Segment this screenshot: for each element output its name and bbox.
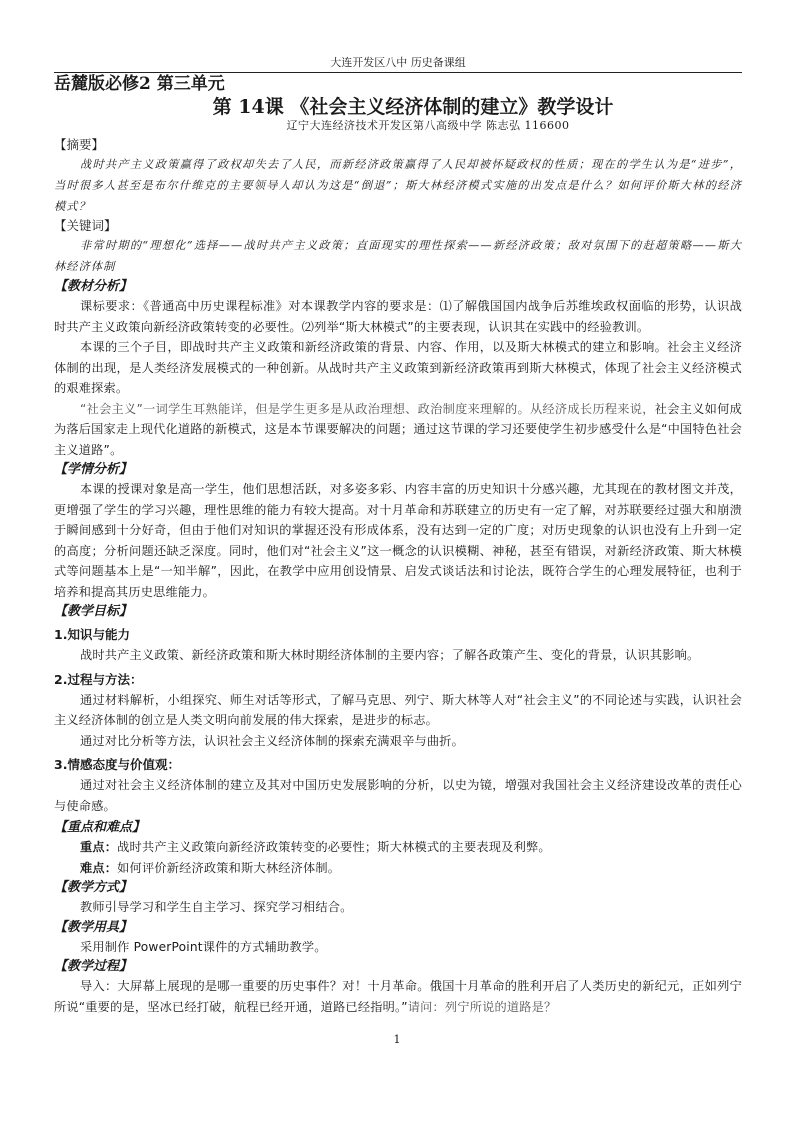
textbook-paragraph-3-lead: “社会主义”一词学生耳熟能详，但是学生更多是从政治理想、政治制度来理解的。从经济成长历程来说，	[80, 401, 655, 416]
difficulty-line	[54, 858, 742, 879]
teaching-tools-text: 采用制作 PowerPoint课件的方式辅助教学。	[80, 939, 327, 954]
goal-knowledge-heading: 1.知识与能力	[54, 627, 130, 642]
goal-process-text-1: 通过材料解析，小组探究、师生对话等形式，了解马克思、列宁、斯大林等人对“社会主义”的不同论述与实践，认识社会主义经济体制的创立是人类文明向前发展的伟大探索，是进步的标志。	[54, 692, 742, 727]
textbook-paragraph-1	[54, 296, 742, 337]
intro-text: 大屏幕上展现的是哪一重要的历史事件？对！十月革命。俄国十月革命的胜利开启了人类历史的新纪元，正如列宁所说“重要的是，坚冰已经打破，航程已经开通，道路已经指明。”	[54, 979, 742, 1014]
intro-question: 请问：列宁所说的道路是？	[407, 999, 557, 1014]
difficulty-text: 如何评价新经济政策和斯大林经济体制。	[117, 860, 341, 875]
document-body	[54, 73, 742, 1017]
teaching-method-heading: 【教学方式】	[54, 880, 133, 895]
difficulty-label: 难点：	[80, 860, 118, 875]
key-point-label: 重点：	[80, 840, 118, 854]
intro-label: 导入：	[80, 979, 118, 993]
student-analysis-text: 本课的授课对象是高一学生，他们思想活跃，对多姿多彩、内容丰富的历史知识十分感兴趣，尤其现在的教材图文并茂，更增强了学生的学习兴趣，理性思维的能力有较大提高。对十月革命和苏联建立的历史有一定了解，对苏联要经过强大和崩溃于瞬间感到十分好奇，但由于他们对知识的掌握还没有形成体系，没有达到一定的广度；对历史现象的认识也没有上升到一定的高度；分析问题还缺乏深度。同时，他们对“社会主义”这一概念的认识模糊、神秘，甚至有错误，对新经济政策、斯大林模式等问题基本上是“一知半解”，因此，在教学中应用创设情景、启发式谈话法和讨论法，既符合学生的心理发展特征，也利于培养和提高其历史思维能力。	[54, 482, 742, 599]
goal-attitude-heading: 3.情感态度与价值观：	[54, 757, 180, 772]
textbook-paragraph-3	[54, 399, 742, 461]
abstract-heading: 【摘要】	[54, 137, 105, 152]
teaching-method-text: 教师引导学习和学生自主学习、探究学习相结合。	[80, 900, 353, 914]
curriculum-text: 《普通高中历史课程标准》对本课教学内容的要求是：⑴了解俄国国内战争后苏维埃政权面临的形势，认识战时共产主义政策向新经济政策转变的必要性。⑵列举“斯大林模式”的主要表现，认识其在实践中的经验教训。	[54, 299, 743, 334]
textbook-analysis-heading: 【教材分析】	[54, 279, 133, 294]
textbook-paragraph-2: 本课的三个子目，即战时共产主义政策和新经济政策的背景、内容、作用，以及斯大林模式的建立和影响。社会主义经济体制的出现，是人类经济发展模式的一种创新。从战时共产主义政策到新经济政策再到斯大林模式，体现了社会主义经济模式的艰难探索。	[54, 340, 742, 395]
abstract-text: 战时共产主义政策赢得了政权却失去了人民，而新经济政策赢得了人民却被怀疑政权的性质；现在的学生认为是“进步”，当时很多人甚至是布尔什维克的主要领导人却认为这是“倒退”；斯大林经济模式实施的出发点是什么？如何评价斯大林的经济模式？	[54, 158, 742, 213]
series-title: 岳麓版必修2 第三单元	[54, 74, 225, 94]
teaching-tools-heading: 【教学用具】	[54, 919, 133, 935]
key-point-text: 战时共产主义政策向新经济政策转变的必要性；斯大林模式的主要表现及利弊。	[117, 840, 551, 854]
student-analysis-heading: 【学情分析】	[54, 462, 133, 477]
keywords-text: 非常时期的“理想化”选择——战时共产主义政策；直面现实的理性探索——新经济政策；敌对氛围下的赶超策略——斯大林经济体制	[54, 239, 742, 273]
page-number: 1	[393, 1033, 401, 1046]
goal-attitude-text: 通过对社会主义经济体制的建立及其对中国历史发展影响的分析，以史为镜，增强对我国社会主义经济建设改革的责任心与使命感。	[54, 778, 742, 813]
curriculum-label: 课标要求：	[80, 299, 144, 313]
lesson-title: 第 14课 《社会主义经济体制的建立》教学设计	[212, 96, 614, 118]
textbook-paragraph-3-rest: 社会主义如何成为落后国家走上现代化道路的新模式，这是本节课要解决的问题；通过这节课的学习还要使学生初步感受什么是“中国特色社会主义道路”。	[54, 401, 742, 457]
running-header: 大连开发区八中 历史备课组	[330, 56, 466, 69]
key-points-heading: 【重点和难点】	[54, 820, 146, 835]
keywords-heading: 【关键词】	[54, 218, 117, 233]
teaching-process-heading: 【教学过程】	[54, 959, 133, 974]
key-point-line	[54, 837, 742, 858]
goal-process-text-2: 通过对比分析等方法，认识社会主义经济体制的探索充满艰辛与曲折。	[80, 733, 465, 748]
teaching-process-text	[54, 976, 742, 1017]
goal-process-heading: 2.过程与方法：	[54, 671, 143, 687]
goal-knowledge-text: 战时共产主义政策、新经济政策和斯大林时期经济体制的主要内容；了解各政策产生、变化的背景，认识其影响。	[80, 648, 700, 662]
author-line: 辽宁大连经济技术开发区第八高级中学 陈志弘 116600	[286, 119, 570, 132]
teaching-goals-heading: 【教学目标】	[54, 604, 133, 619]
